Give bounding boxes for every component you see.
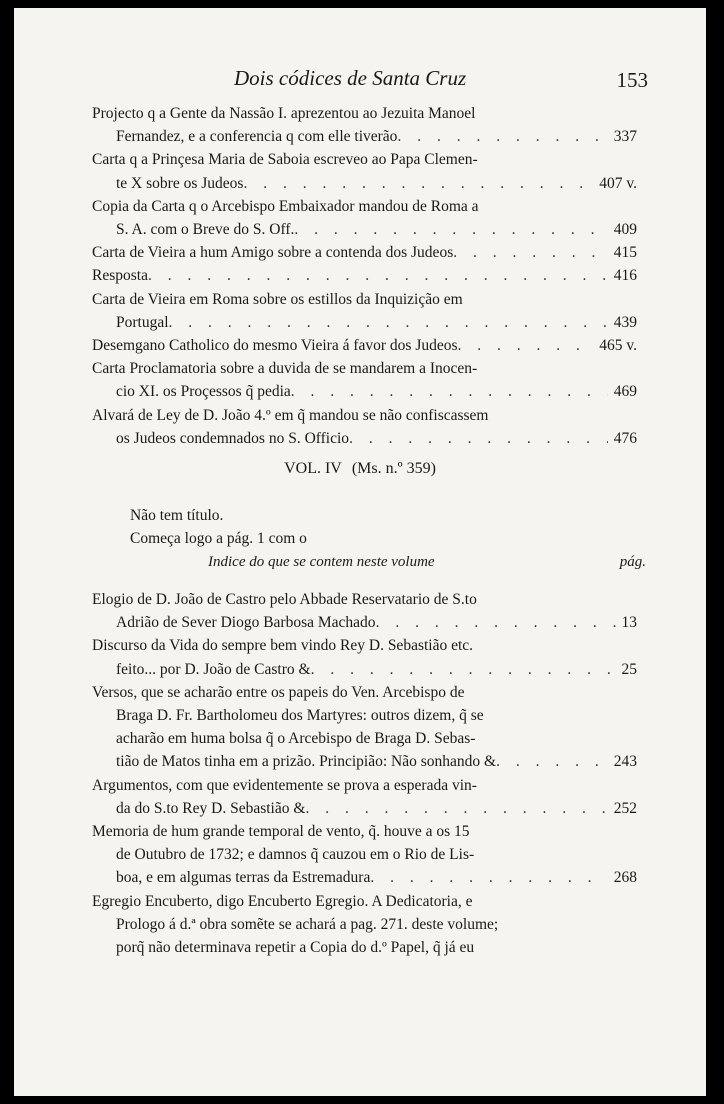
- leader-dots: [370, 866, 607, 889]
- entry-line: [92, 102, 637, 125]
- page-ref: 415: [613, 244, 637, 262]
- book-page: [14, 8, 706, 1096]
- index-page-label: pág.: [619, 554, 646, 570]
- entry-text: Carta de Vieira em Roma sobre os estillos da Inquizição em: [92, 290, 463, 308]
- index-entry: [92, 634, 637, 680]
- entry-text: boa, e em algumas terras da Estremadura: [116, 869, 371, 887]
- entry-line: [92, 264, 637, 287]
- index-heading: [14, 554, 706, 578]
- entry-line: [92, 866, 637, 889]
- index-entry: [92, 774, 637, 820]
- index-entry: [92, 820, 637, 890]
- intro-line: Começa logo a pág. 1 com o: [130, 530, 307, 547]
- entry-text: Prologo á d.ª obra somẽte se achará a pag. 271. deste volume;: [116, 915, 499, 933]
- entry-text: de Outubro de 1732; e damnos q̃ cauzou em o Rio de Lis-: [116, 846, 475, 864]
- index-entry: [92, 357, 637, 403]
- entry-line: [92, 148, 637, 171]
- leader-dots: [496, 750, 608, 773]
- entry-line: [92, 936, 637, 959]
- entry-line: [92, 241, 637, 264]
- page-ref: 252: [613, 799, 637, 817]
- intro-line: Não tem título.: [130, 507, 224, 524]
- entry-line: [92, 913, 637, 936]
- page-ref: 25: [621, 660, 637, 678]
- leader-dots: [376, 611, 616, 634]
- entry-text: porq̃ não determinava repetir a Copia do d.º Papel, q̃ já eu: [116, 939, 475, 957]
- entry-line: [92, 311, 637, 334]
- entry-text: Projecto q a Gente da Nassão I. aprezentou ao Jezuita Manoel: [92, 105, 476, 122]
- page-number: 153: [616, 68, 648, 92]
- index-title: Indice do que se contem neste volume: [208, 554, 435, 570]
- page-ref: 337: [613, 128, 637, 146]
- index-entry: [92, 334, 637, 357]
- entry-line: [92, 704, 637, 727]
- entry-line: [92, 125, 637, 148]
- page-ref: 268: [613, 869, 637, 887]
- entry-line: [92, 195, 637, 218]
- index-entry: [92, 890, 637, 960]
- entry-text: Argumentos, com que evidentemente se prova a esperada vin-: [92, 776, 477, 794]
- leader-dots: [458, 334, 594, 357]
- entry-line: [92, 797, 637, 820]
- entry-text: Carta de Vieira a hum Amigo sobre a contenda dos Judeos: [92, 244, 454, 262]
- entry-text: Carta Proclamatoria sobre a duvida de se mandarem a Inocen-: [92, 360, 478, 378]
- entry-line: [92, 750, 637, 773]
- entry-text: Alvará de Ley de D. João 4.º em q̃ mandou se não confiscassem: [92, 406, 489, 424]
- entry-text: Adrião de Sever Diogo Barbosa Machado: [116, 614, 376, 632]
- entry-text: Elogio de D. João de Castro pelo Abbade Reservatario de S.to: [92, 591, 477, 608]
- volume-heading: [14, 460, 706, 478]
- entry-line: [92, 218, 637, 241]
- page-ref: 13: [621, 614, 637, 632]
- entry-line: [92, 774, 637, 797]
- page-ref: 465 v.: [599, 337, 637, 355]
- entry-text: acharão em huma bolsa q̃ o Arcebispo de Braga D. Sebas-: [116, 730, 476, 748]
- entry-text: Fernandez, e a conferencia q com elle tiverão: [116, 128, 398, 146]
- page-ref: 407 v.: [599, 174, 637, 192]
- entry-line: [92, 334, 637, 357]
- leader-dots: [349, 427, 608, 450]
- page-ref: 243: [613, 753, 637, 771]
- index-entry: [92, 681, 637, 774]
- leader-dots: [148, 264, 608, 287]
- entry-line: [92, 843, 637, 866]
- page-header: [14, 66, 706, 96]
- index-entry: [92, 404, 637, 450]
- entry-text: feito... por D. João de Castro &: [116, 660, 311, 678]
- entry-text: S. A. com o Breve do S. Off.: [116, 221, 295, 239]
- leader-dots: [243, 172, 593, 195]
- page-ref: 409: [613, 221, 637, 239]
- entry-text: os Judeos condemnados no S. Officio: [116, 429, 350, 447]
- entry-text: Braga D. Fr. Bartholomeu dos Martyres: outros dizem, q̃ se: [116, 707, 484, 725]
- entry-line: [92, 658, 637, 681]
- entry-line: [92, 588, 637, 611]
- entry-line: [92, 681, 637, 704]
- entry-text: Memoria de hum grande temporal de vento, q̃. houve a os 15: [92, 823, 470, 841]
- index-entry: [92, 288, 637, 334]
- entry-text: Copia da Carta q o Arcebispo Embaixador mandou de Roma a: [92, 197, 479, 215]
- entry-text: Egregio Encuberto, digo Encuberto Egregio. A Dedicatoria, e: [92, 892, 473, 910]
- entry-text: Portugal: [116, 313, 169, 331]
- index-entry: [92, 264, 637, 287]
- entry-line: [92, 172, 637, 195]
- entry-text: Versos, que se acharão entre os papeis do Ven. Arcebispo de: [92, 683, 465, 701]
- entry-line: [92, 820, 637, 843]
- volume-ms: (Ms. n.º 359): [351, 460, 436, 477]
- page-ref: 476: [613, 429, 637, 447]
- entry-line: [92, 380, 637, 403]
- index-entry: [92, 148, 637, 194]
- leader-dots: [291, 380, 608, 403]
- entry-text: tião de Matos tinha em a prizão. Principião: Não sonhando &: [116, 753, 497, 771]
- leader-dots: [294, 218, 607, 241]
- entry-line: [92, 727, 637, 750]
- entry-line: [92, 288, 637, 311]
- entry-line: [92, 404, 637, 427]
- page-ref: 469: [613, 383, 637, 401]
- entry-line: [92, 427, 637, 450]
- entry-text: Carta q a Prinçesa Maria de Saboia escreveo ao Papa Clemen-: [92, 151, 478, 169]
- leader-dots: [169, 311, 608, 334]
- page-ref: 416: [613, 267, 637, 285]
- index-list-bottom: [92, 588, 637, 959]
- entry-text: Resposta: [92, 267, 148, 285]
- entry-text: te X sobre os Judeos: [116, 174, 244, 192]
- leader-dots: [397, 125, 607, 148]
- entry-line: [92, 357, 637, 380]
- entry-text: da do S.to Rey D. Sebastião &: [116, 799, 306, 817]
- index-entry: [92, 241, 637, 264]
- page-ref: 439: [613, 313, 637, 331]
- leader-dots: [305, 797, 607, 820]
- index-entry: [92, 588, 637, 634]
- leader-dots: [453, 241, 608, 264]
- volume-title: VOL. IV: [284, 460, 342, 477]
- entry-line: [92, 611, 637, 634]
- index-entry: [92, 102, 637, 148]
- index-list-top: [92, 102, 637, 450]
- entry-line: [92, 890, 637, 913]
- entry-line: [92, 634, 637, 657]
- entry-text: cio XI. os Proçessos q̃ pedia: [116, 383, 291, 401]
- volume-intro: [130, 504, 307, 550]
- entry-text: Desemgano Catholico do mesmo Vieira á favor dos Judeos: [92, 337, 458, 355]
- running-title: Dois códices de Santa Cruz: [234, 66, 467, 90]
- leader-dots: [311, 658, 616, 681]
- entry-text: Discurso da Vida do sempre bem vindo Rey D. Sebastião etc.: [92, 637, 474, 655]
- index-entry: [92, 195, 637, 241]
